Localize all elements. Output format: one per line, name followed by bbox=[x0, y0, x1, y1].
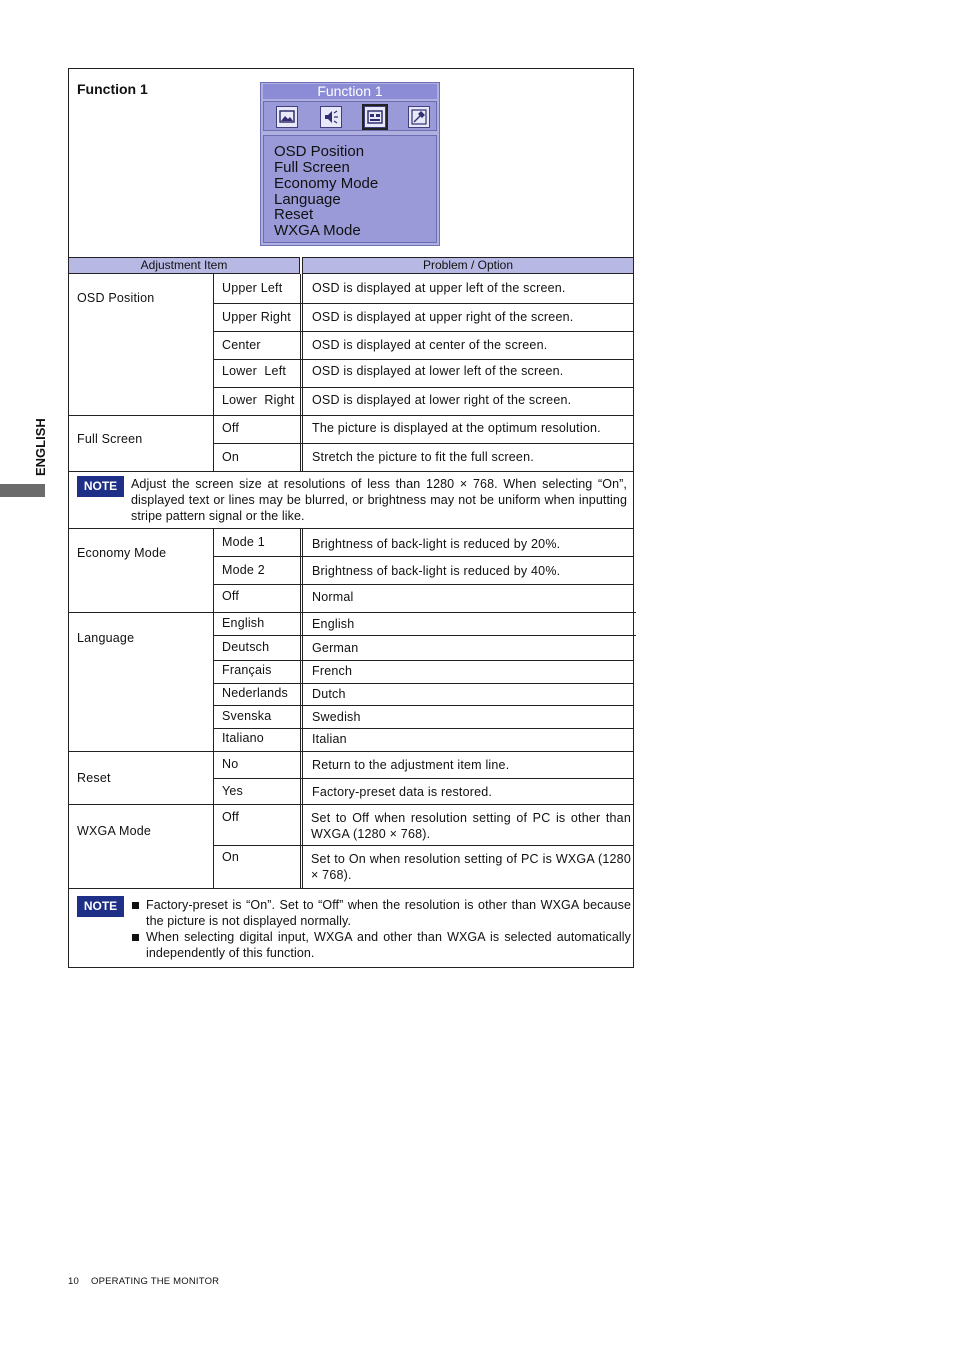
table-divider bbox=[300, 528, 301, 889]
osd-item-list bbox=[263, 135, 437, 243]
page-number: 10 bbox=[68, 1276, 79, 1287]
side-language-label: ENGLISH bbox=[33, 418, 48, 476]
option-cell: Center bbox=[222, 338, 261, 352]
note-text: Factory-preset is “On”. Set to “Off” when the resolution is other than WXGA because the picture is not displayed normally. bbox=[146, 898, 631, 928]
option-cell: Lower Right bbox=[222, 393, 295, 407]
osd-item: OSD Position bbox=[274, 143, 365, 160]
tools-icon bbox=[408, 106, 430, 128]
row-divider bbox=[68, 415, 634, 416]
option-cell: Off bbox=[222, 421, 240, 435]
osd-menu bbox=[260, 82, 440, 246]
desc-cell: German bbox=[312, 641, 359, 655]
desc-cell: OSD is displayed at upper right of the screen. bbox=[312, 310, 574, 324]
desc-cell: Stretch the picture to fit the full screen. bbox=[312, 450, 534, 464]
item-wxga-mode: WXGA Mode bbox=[77, 824, 152, 838]
desc-cell: OSD is displayed at center of the screen. bbox=[312, 338, 548, 352]
note-badge: NOTE bbox=[77, 476, 124, 497]
desc-cell: Italian bbox=[312, 732, 347, 746]
option-cell: Yes bbox=[222, 784, 243, 798]
row-divider bbox=[213, 359, 634, 360]
osd-item: Reset bbox=[274, 206, 314, 223]
option-cell: No bbox=[222, 757, 239, 771]
option-cell: On bbox=[222, 850, 240, 864]
row-divider bbox=[213, 584, 634, 585]
item-full-screen: Full Screen bbox=[77, 432, 143, 446]
item-reset: Reset bbox=[77, 771, 111, 785]
row-divider bbox=[213, 443, 634, 444]
footer-section: OPERATING THE MONITOR bbox=[91, 1276, 220, 1287]
desc-cell: Brightness of back-light is reduced by 20%. bbox=[312, 537, 561, 551]
option-cell: Upper Right bbox=[222, 310, 291, 324]
function-icon bbox=[364, 106, 386, 128]
side-tab-marker bbox=[0, 484, 45, 497]
osd-item: WXGA Mode bbox=[274, 222, 361, 239]
option-cell: Off bbox=[222, 589, 240, 603]
row-divider bbox=[68, 471, 634, 472]
row-divider bbox=[68, 528, 634, 529]
row-divider bbox=[213, 303, 634, 304]
osd-item: Full Screen bbox=[274, 159, 350, 176]
item-economy-mode: Economy Mode bbox=[77, 546, 167, 560]
row-divider bbox=[213, 778, 634, 779]
desc-cell: Normal bbox=[312, 590, 354, 604]
desc-cell: Dutch bbox=[312, 687, 346, 701]
row-divider bbox=[213, 635, 636, 636]
desc-cell: French bbox=[312, 664, 353, 678]
desc-cell: Brightness of back-light is reduced by 40%. bbox=[312, 564, 561, 578]
option-cell: Mode 2 bbox=[222, 563, 265, 577]
desc-cell: Return to the adjustment item line. bbox=[312, 758, 510, 772]
option-cell: Svenska bbox=[222, 709, 272, 723]
desc-cell: The picture is displayed at the optimum resolution. bbox=[312, 421, 601, 435]
desc-cell: Set to Off when resolution setting of PC is other than WXGA (1280 × 768). bbox=[311, 811, 631, 841]
row-divider bbox=[68, 751, 634, 752]
item-language: Language bbox=[77, 631, 135, 645]
row-divider bbox=[213, 556, 634, 557]
table-divider bbox=[213, 528, 214, 889]
bullet-marker bbox=[132, 934, 139, 941]
note-badge: NOTE bbox=[77, 896, 124, 917]
option-cell: Nederlands bbox=[222, 686, 288, 700]
row-divider bbox=[213, 705, 634, 706]
row-divider bbox=[213, 683, 634, 684]
table-divider bbox=[302, 528, 303, 889]
header-problem-option: Problem / Option bbox=[302, 257, 634, 274]
bullet-marker bbox=[132, 902, 139, 909]
row-divider bbox=[213, 845, 634, 846]
desc-cell: OSD is displayed at lower right of the screen. bbox=[312, 393, 572, 407]
item-osd-position: OSD Position bbox=[77, 291, 155, 305]
desc-cell: OSD is displayed at upper left of the screen. bbox=[312, 281, 566, 295]
osd-item: Economy Mode bbox=[274, 175, 379, 192]
row-divider bbox=[68, 612, 636, 613]
option-cell: Français bbox=[222, 663, 272, 677]
option-cell: Off bbox=[222, 810, 240, 824]
table-divider bbox=[213, 274, 214, 415]
desc-cell: OSD is displayed at lower left of the screen. bbox=[312, 364, 564, 378]
desc-cell: Set to On when resolution setting of PC is WXGA (1280 × 768). bbox=[311, 852, 631, 882]
option-cell: Deutsch bbox=[222, 640, 270, 654]
osd-icon-bar bbox=[263, 101, 437, 131]
note-text: When selecting digital input, WXGA and other than WXGA is selected automatically independently of this function. bbox=[146, 930, 631, 960]
osd-item: Language bbox=[274, 191, 341, 208]
desc-cell: English bbox=[312, 617, 355, 631]
row-divider bbox=[213, 331, 634, 332]
note-text: Adjust the screen size at resolutions of less than 1280 × 768. When selecting “On”, displayed text or lines may be blurred, or brightness may not be uniform when inputting stripe pattern signal or the like. bbox=[131, 477, 627, 523]
row-divider bbox=[213, 387, 634, 388]
row-divider bbox=[68, 888, 634, 889]
row-divider bbox=[68, 804, 634, 805]
option-cell: On bbox=[222, 450, 240, 464]
audio-icon bbox=[320, 106, 342, 128]
row-divider bbox=[213, 660, 634, 661]
option-cell: English bbox=[222, 616, 265, 630]
header-adjustment-item: Adjustment Item bbox=[68, 257, 300, 274]
option-cell: Italiano bbox=[222, 731, 264, 745]
desc-cell: Swedish bbox=[312, 710, 361, 724]
option-cell: Upper Left bbox=[222, 281, 283, 295]
picture-icon bbox=[276, 106, 298, 128]
osd-menu-title: Function 1 bbox=[263, 84, 437, 99]
section-title: Function 1 bbox=[77, 81, 148, 97]
row-divider bbox=[213, 728, 634, 729]
option-cell: Mode 1 bbox=[222, 535, 265, 549]
option-cell: Lower Left bbox=[222, 364, 287, 378]
desc-cell: Factory-preset data is restored. bbox=[312, 785, 493, 799]
